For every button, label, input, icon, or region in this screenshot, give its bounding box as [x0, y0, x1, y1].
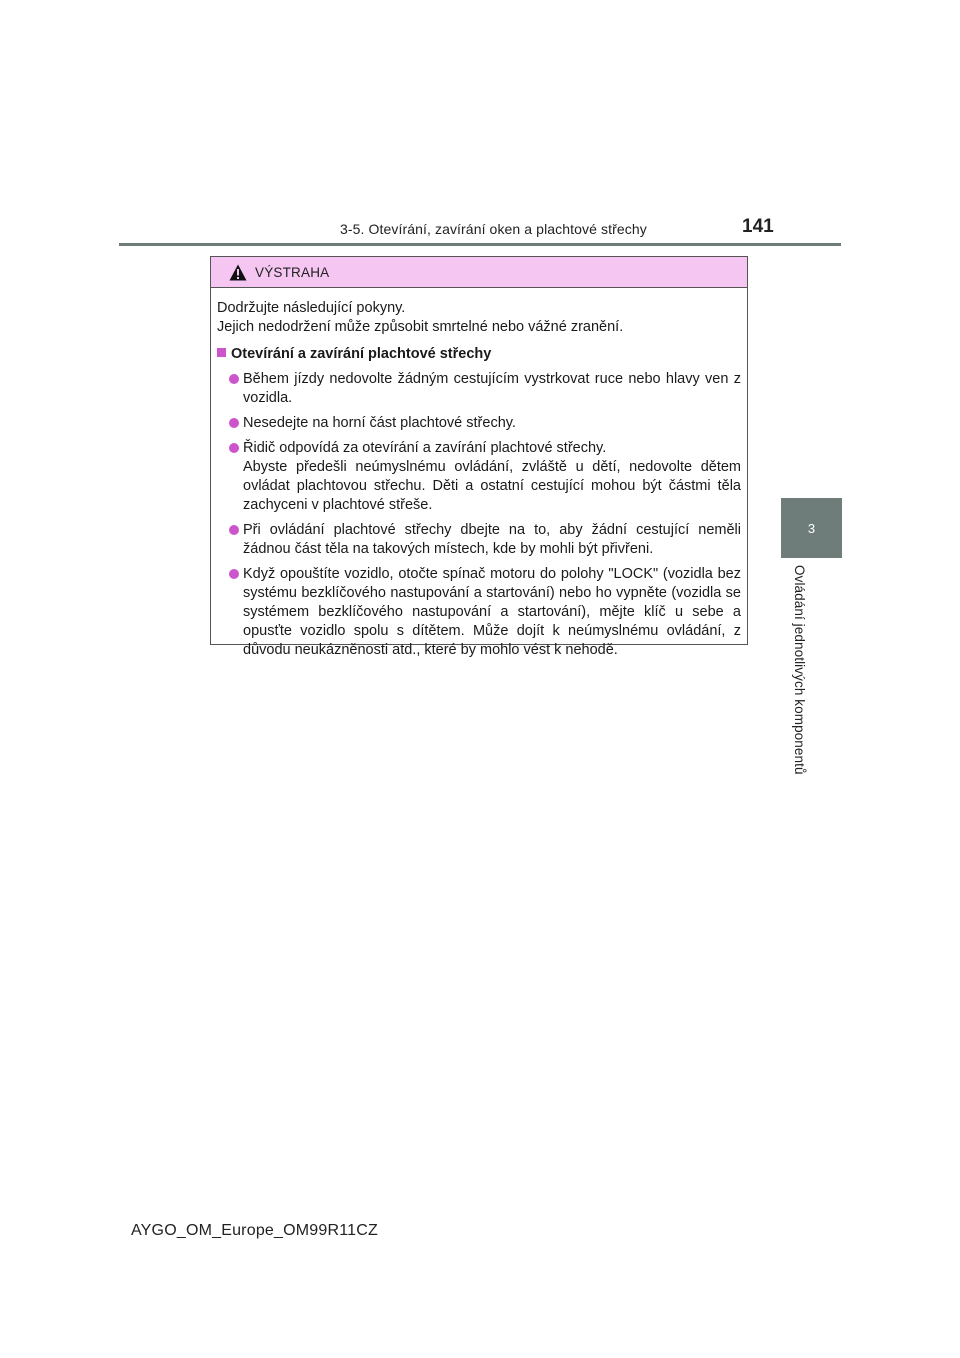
square-bullet-icon: [217, 348, 226, 357]
warning-triangle-icon: [229, 264, 247, 281]
list-item-text: Nesedejte na horní část plachtové střechy.: [243, 415, 516, 431]
warning-title: VÝSTRAHA: [255, 264, 330, 280]
bullet-icon: [229, 525, 239, 535]
page-number: 141: [742, 216, 774, 237]
bullet-icon: [229, 374, 239, 384]
section-heading: [217, 345, 741, 364]
list-item: [217, 370, 741, 408]
bullet-icon: [229, 443, 239, 453]
intro-line: Jejich nedodržení může způsobit smrtelné nebo vážné zranění.: [217, 319, 624, 335]
intro-line: Dodržujte následující pokyny.: [217, 300, 406, 316]
list-item: [217, 565, 741, 660]
warning-box: [210, 256, 748, 658]
bullet-icon: [229, 418, 239, 428]
list-item: [217, 521, 741, 559]
list-item-continuation: Abyste předešli neúmyslnému ovládání, zvláště u dětí, nedovolte dětem ovládat plachtovou střechu. Děti a ostatní cestující mohou být částmi těla zachyceni v plachtové střeše.: [243, 459, 741, 513]
chapter-tab: [781, 498, 842, 558]
warning-body: [211, 288, 747, 660]
list-item: [217, 414, 741, 433]
chapter-number: 3: [807, 520, 816, 536]
list-item-text: Řidič odpovídá za otevírání a zavírání plachtové střechy.: [243, 440, 607, 456]
section-title: 3-5. Otevírání, zavírání oken a plachtové střechy: [340, 221, 647, 237]
list-item: [217, 439, 741, 515]
section-heading-text: Otevírání a zavírání plachtové střechy: [231, 346, 492, 362]
chapter-side-label: Ovládání jednotlivých komponentů: [792, 565, 807, 775]
warning-header: [211, 257, 747, 288]
header-divider: [119, 243, 841, 246]
document-code: AYGO_OM_Europe_OM99R11CZ: [131, 1222, 378, 1239]
warning-list: [217, 370, 741, 660]
list-item-text: Při ovládání plachtové střechy dbejte na to, aby žádní cestující neměli žádnou část těla na takových místech, kde by mohli být přivřeni.: [243, 522, 741, 557]
bullet-icon: [229, 569, 239, 579]
list-item-text: Když opouštíte vozidlo, otočte spínač motoru do polohy "LOCK" (vozidla bez systému bezklíčového nastupování a startování) nebo ho vypněte (vozidla se systémem bezklíčového nastupování a startování), mějte klíč u sebe a opusťte vozidlo spolu s dítětem. Může dojít k neúmyslnému ovládání, z důvodu neukázněnosti atd., které by mohlo vést k nehodě.: [243, 566, 741, 658]
warning-intro: [217, 299, 741, 337]
list-item-text: Během jízdy nedovolte žádným cestujícím vystrkovat ruce nebo hlavy ven z vozidla.: [243, 371, 741, 406]
